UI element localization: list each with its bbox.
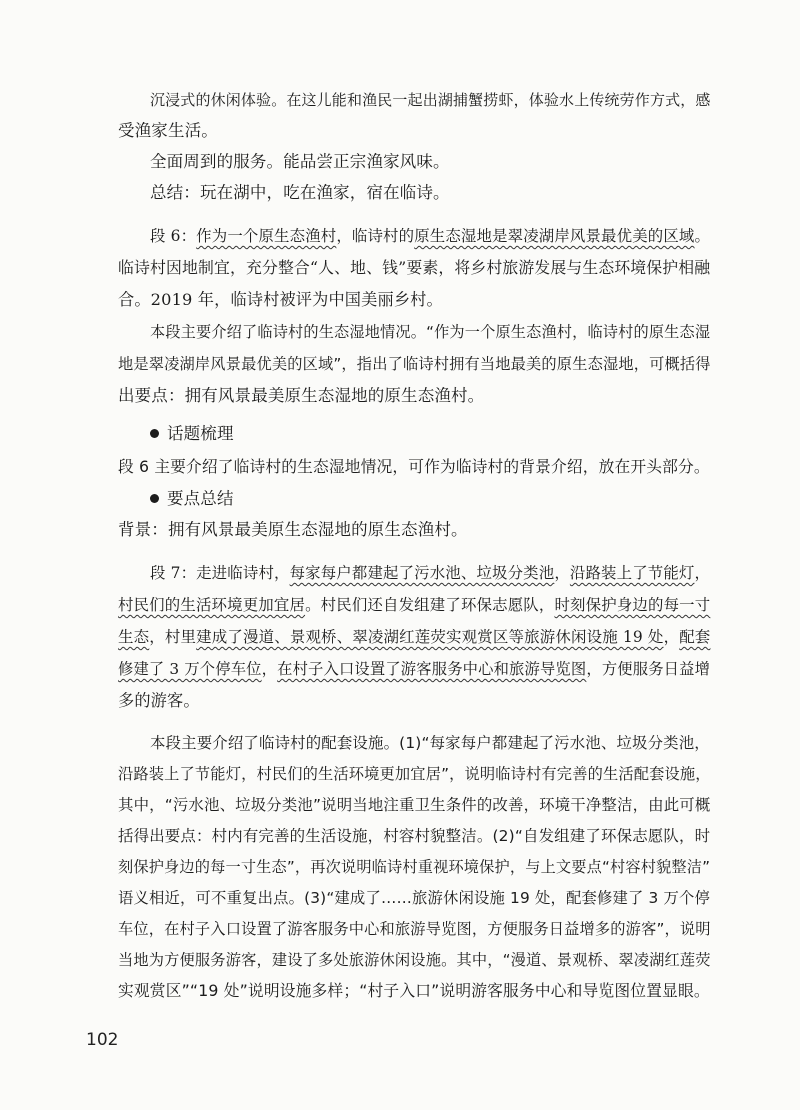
bullet-icon xyxy=(150,429,159,438)
text-span: ，村里 xyxy=(149,628,197,646)
paragraph-7-line xyxy=(150,561,710,585)
analysis-line: 其中，“污水池、垃圾分类池”说明当地注重卫生条件的改善，环境干净整洁，由此可概 xyxy=(118,796,711,814)
analysis-line: 刻保护身边的每一寸生态”，再次说明临诗村重视环境保护，与上文要点“村容村貌整洁” xyxy=(118,858,711,876)
paragraph-7-line: 多的游客。 xyxy=(118,691,200,710)
analysis-line: 本段主要介绍了临诗村的生态湿地情况。“作为一个原生态渔村，临诗村的原生态湿 xyxy=(150,323,711,341)
text-line: 总结：玩在湖中，吃在渔家，宿在临诗。 xyxy=(150,183,450,202)
underlined-phrase: 在村子入口设置了游客服务中心和旅游导览图 xyxy=(277,660,587,678)
analysis-line: 车位，在村子入口设置了游客服务中心和旅游导览图，方便服务日益增多的游客”，说明 xyxy=(118,920,711,938)
underlined-phrase: 修建了 3 万个停车位 xyxy=(118,660,262,678)
bullet-icon xyxy=(150,494,159,503)
text-line: 全面周到的服务。能品尝正宗渔家风味。 xyxy=(150,152,450,171)
paragraph-7-line xyxy=(118,593,710,617)
bullet-heading xyxy=(150,422,234,446)
page-number: 102 xyxy=(86,1030,119,1050)
paragraph-7-line xyxy=(118,657,710,681)
underlined-phrase: 配套 xyxy=(679,628,711,646)
paragraph-label: 段 6： xyxy=(150,227,197,245)
analysis-line: 语义相近，可不重复出点。(3)“建成了……旅游休闲设施 19 处，配套修建了 3 万个停 xyxy=(118,889,711,907)
analysis-line: 出要点：拥有风景最美原生态湿地的原生态渔村。 xyxy=(118,386,485,405)
underlined-phrase: 每家每户都建起了污水池、垃圾分类池 xyxy=(289,564,555,582)
bullet-text: 背景：拥有风景最美原生态湿地的原生态渔村。 xyxy=(118,520,468,539)
paragraph-label: 段 7：走进临诗村， xyxy=(150,564,290,582)
bullet-title: 话题梳理 xyxy=(167,424,234,443)
text-span: ，方便服务日益增 xyxy=(586,660,711,678)
analysis-line: 实观赏区”“19 处”说明设施多样；“村子入口”说明游客服务中心和导览图位置显眼。 xyxy=(118,981,710,1000)
bullet-title: 要点总结 xyxy=(167,489,234,508)
analysis-line: 当地为方便服务游客，建设了多处旅游休闲设施。其中，“漫道、景观桥、翠凌湖红莲荧 xyxy=(118,951,711,969)
underlined-phrase: 村民们的生活环境更加宜居 xyxy=(118,596,306,614)
underlined-phrase: 作为一个原生态渔村 xyxy=(196,227,337,245)
text-span: ， xyxy=(261,660,278,678)
underlined-phrase: 原生态湿地是翠凌湖岸风景最优美的区域 xyxy=(414,227,695,245)
underlined-phrase: 沿路装上了节能灯 xyxy=(569,564,695,582)
text-span: ，临诗村的 xyxy=(336,227,415,245)
text-line: 沉浸式的休闲体验。在这儿能和渔民一起出湖捕蟹捞虾，体验水上传统劳作方式，感 xyxy=(150,91,711,109)
analysis-line: 地是翠凌湖岸风景最优美的区域”，指出了临诗村拥有当地最美的原生态湿地，可概括得 xyxy=(118,355,711,373)
text-span: ， xyxy=(663,628,680,646)
text-span: 。 xyxy=(694,227,711,245)
analysis-line: 沿路装上了节能灯，村民们的生活环境更加宜居”，说明临诗村有完善的生活配套设施， xyxy=(118,765,711,783)
underlined-phrase: 时刻保护身边的每一寸 xyxy=(554,596,711,614)
bullet-heading xyxy=(150,487,234,511)
paragraph-7-line xyxy=(118,625,710,649)
text-line: 受渔家生活。 xyxy=(118,121,218,140)
analysis-line: 本段主要介绍了临诗村的配套设施。(1)“每家每户都建起了污水池、垃圾分类池， xyxy=(150,734,710,752)
paragraph-6-line: 合。2019 年，临诗村被评为中国美丽乡村。 xyxy=(118,290,443,309)
text-span: ， xyxy=(554,564,570,582)
paragraph-6-line xyxy=(150,224,710,248)
text-span: ， xyxy=(694,564,711,582)
underlined-phrase: 生态 xyxy=(118,628,150,646)
bullet-text: 段 6 主要介绍了临诗村的生态湿地情况，可作为临诗村的背景介绍，放在开头部分。 xyxy=(118,457,710,476)
analysis-line: 括得出要点：村内有完善的生活设施，村容村貌整洁。(2)“自发组建了环保志愿队，时 xyxy=(118,827,711,845)
underlined-phrase: 建成了漫道、景观桥、翠凌湖红莲荧实观赏区等旅游休闲设施 19 处 xyxy=(196,628,664,646)
text-span: 。村民们还自发组建了环保志愿队， xyxy=(305,596,555,614)
paragraph-6-line: 临诗村因地制宜，充分整合“人、地、钱”要素，将乡村旅游发展与生态环境保护相融 xyxy=(118,258,711,277)
